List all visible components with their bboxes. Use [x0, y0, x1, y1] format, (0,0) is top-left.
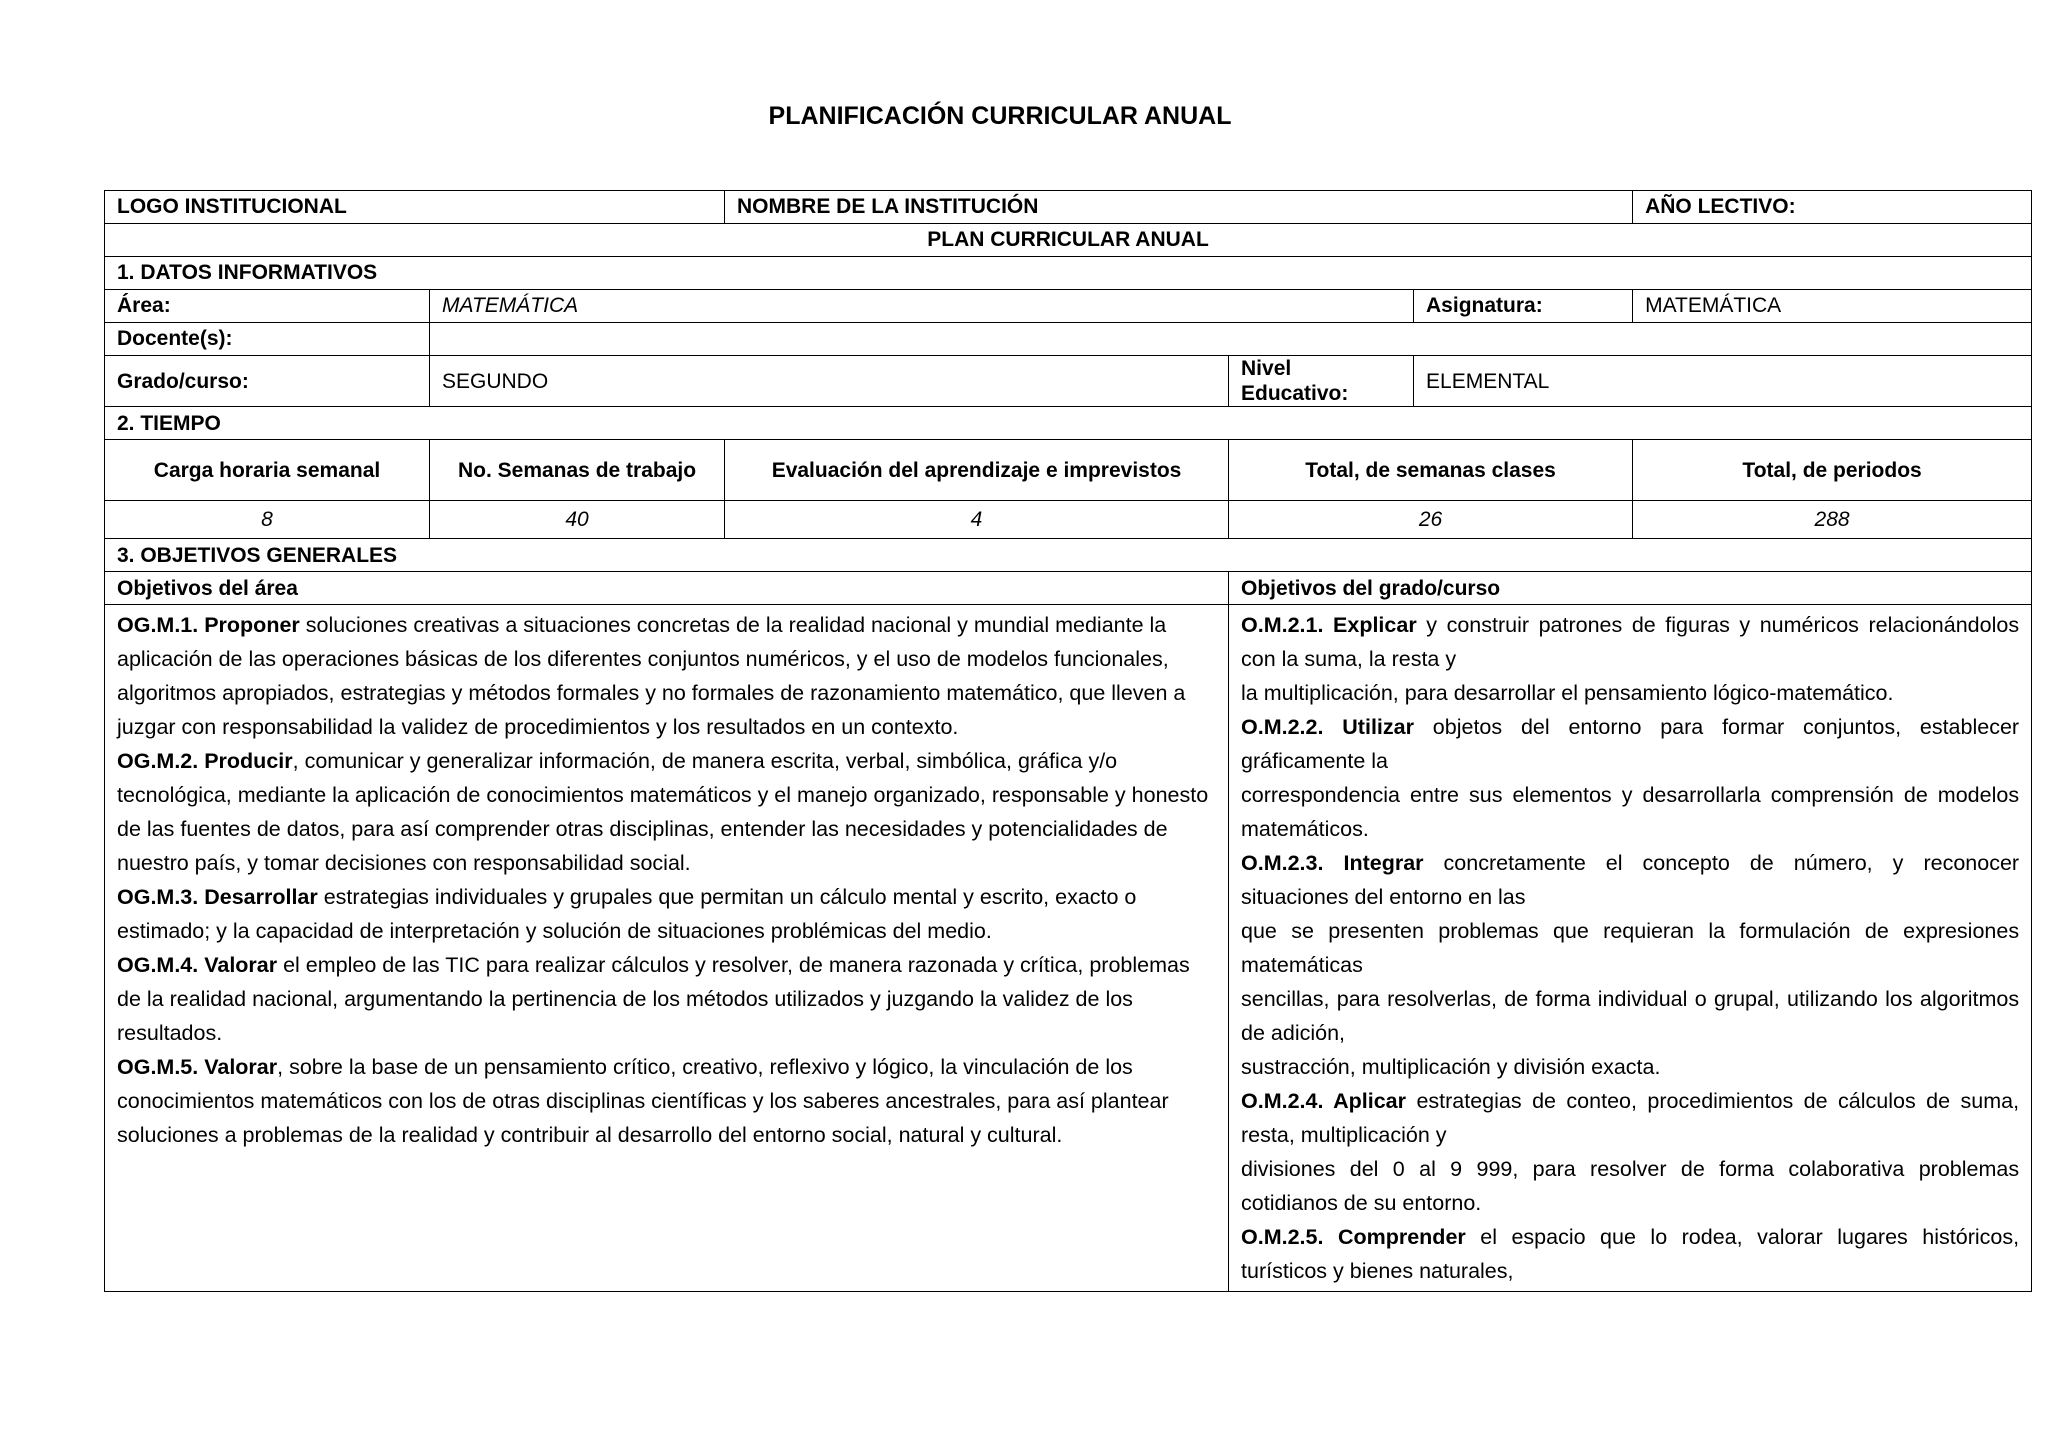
tiempo-header-total-semanas: Total, de semanas clases [1229, 440, 1633, 501]
docente-row [105, 323, 2032, 356]
grado-objective: O.M.2.2. Utilizar objetos del entorno para formar conjuntos, establecer gráficamente la [1241, 715, 2020, 774]
grado-objective-continuation: sencillas, para resolverlas, de forma individual o grupal, utilizando los algoritmos de adición, [1241, 987, 2020, 1046]
institution-name-cell: NOMBRE DE LA INSTITUCIÓN [725, 191, 1633, 224]
objetivos-grado-header: Objetivos del grado/curso [1229, 572, 2032, 605]
tiempo-value-semanas: 40 [430, 501, 725, 539]
grado-objective-continuation: sustracción, multiplicación y división exacta. [1241, 1055, 1661, 1080]
objetivos-section-row [105, 539, 2032, 572]
area-objective: OG.M.4. Valorar el empleo de las TIC para realizar cálculos y resolver, de manera razonada y crítica, problemas de la realidad nacional, argumentando la pertinencia de los métodos utilizados y juzgando la validez de los resultados. [117, 953, 1190, 1046]
school-year-cell: AÑO LECTIVO: [1633, 191, 2032, 224]
tiempo-values-row [105, 501, 2032, 539]
logo-cell: LOGO INSTITUCIONAL [105, 191, 725, 224]
tiempo-header-carga: Carga horaria semanal [105, 440, 430, 501]
objective-code: OG.M.1. Proponer [117, 613, 300, 638]
area-objective: OG.M.5. Valorar, sobre la base de un pensamiento crítico, creativo, reflexivo y lógico, la vinculación de los conocimientos matemáticos con los de otras disciplinas científicas y los saberes ancestrales, para así plantear soluciones a problemas de la realidad y contribuir al desarrollo del entorno social, natural y cultural. [117, 1055, 1169, 1148]
asignatura-label: Asignatura: [1414, 290, 1633, 323]
nivel-label: Nivel Educativo: [1229, 356, 1414, 407]
asignatura-value: MATEMÁTICA [1633, 290, 2032, 323]
grado-objective: O.M.2.4. Aplicar estrategias de conteo, procedimientos de cálculos de suma, resta, multiplicación y [1241, 1089, 2020, 1148]
plan-title: PLAN CURRICULAR ANUAL [105, 224, 2032, 257]
objective-code: OG.M.4. Valorar [117, 953, 278, 978]
grado-objective-continuation: que se presenten problemas que requieran la formulación de expresiones matemáticas [1241, 919, 2020, 978]
datos-section-row [105, 257, 2032, 290]
objective-code: OG.M.2. Producir [117, 749, 293, 774]
nivel-value: ELEMENTAL [1414, 356, 2032, 407]
page-title: PLANIFICACIÓN CURRICULAR ANUAL [768, 102, 1232, 130]
objective-code: O.M.2.4. Aplicar [1241, 1089, 1406, 1114]
objetivos-area-header: Objetivos del área [105, 572, 1229, 605]
grado-objective-continuation: divisiones del 0 al 9 999, para resolver de forma colaborativa problemas cotidianos de su entorno. [1241, 1157, 2020, 1216]
tiempo-header-row [105, 440, 2032, 501]
tiempo-header-total-periodos: Total, de periodos [1633, 440, 2032, 501]
objetivos-header-row [105, 572, 2032, 605]
area-objective: OG.M.2. Producir, comunicar y generalizar información, de manera escrita, verbal, simbólica, gráfica y/o tecnológica, mediante la aplicación de conocimientos matemáticos y el manejo organizado, responsable y honesto de las fuentes de datos, para así comprender otras disciplinas, entender las necesidades y potencialidades de nuestro país, y tomar decisiones con responsabilidad social. [117, 749, 1209, 876]
tiempo-header-semanas: No. Semanas de trabajo [430, 440, 725, 501]
area-objective: OG.M.3. Desarrollar estrategias individuales y grupales que permitan un cálculo mental y escrito, exacto o estimado; y la capacidad de interpretación y solución de situaciones problémicas del medio. [117, 885, 1137, 944]
area-value: MATEMÁTICA [430, 290, 1414, 323]
curricular-plan-table [104, 190, 2032, 1292]
tiempo-section-heading: 2. TIEMPO [105, 407, 2032, 440]
grado-objective-continuation: la multiplicación, para desarrollar el pensamiento lógico-matemático. [1241, 681, 1894, 706]
tiempo-value-carga: 8 [105, 501, 430, 539]
tiempo-value-total-semanas: 26 [1229, 501, 1633, 539]
objective-code: O.M.2.5. Comprender [1241, 1225, 1466, 1250]
area-objective: OG.M.1. Proponer soluciones creativas a situaciones concretas de la realidad nacional y mundial mediante la aplicación de las operaciones básicas de los diferentes conjuntos numéricos, y el uso de modelos funcionales, algoritmos apropiados, estrategias y métodos formales y no formales de razonamiento matemático, que lleven a juzgar con responsabilidad la validez de procedimientos y los resultados en un contexto. [117, 613, 1186, 740]
grado-label: Grado/curso: [105, 356, 430, 407]
grado-row [105, 356, 2032, 407]
objetivos-grado-list [1229, 605, 2032, 1292]
grado-objective: O.M.2.3. Integrar concretamente el concepto de número, y reconocer situaciones del entorno en las [1241, 851, 2020, 910]
plan-title-row [105, 224, 2032, 257]
objective-code: OG.M.5. Valorar [117, 1055, 278, 1080]
tiempo-value-evaluacion: 4 [725, 501, 1229, 539]
tiempo-value-total-periodos: 288 [1633, 501, 2032, 539]
objective-code: O.M.2.3. Integrar [1241, 851, 1424, 876]
header-row [105, 191, 2032, 224]
docente-value [430, 323, 2032, 356]
objetivos-section-heading: 3. OBJETIVOS GENERALES [105, 539, 2032, 572]
objective-code: O.M.2.2. Utilizar [1241, 715, 1414, 740]
grado-objective: O.M.2.5. Comprender el espacio que lo rodea, valorar lugares históricos, turísticos y bienes naturales, [1241, 1225, 2020, 1284]
datos-section-heading: 1. DATOS INFORMATIVOS [105, 257, 2032, 290]
objective-code: O.M.2.1. Explicar [1241, 613, 1417, 638]
docente-label: Docente(s): [105, 323, 430, 356]
grado-objective: O.M.2.1. Explicar y construir patrones de figuras y numéricos relacionándolos con la suma, la resta y [1241, 613, 2020, 672]
grado-value: SEGUNDO [430, 356, 1229, 407]
objetivos-content-row [105, 605, 2032, 1292]
tiempo-section-row [105, 407, 2032, 440]
grado-objective-continuation: correspondencia entre sus elementos y desarrollarla comprensión de modelos matemáticos. [1241, 783, 2020, 842]
area-label: Área: [105, 290, 430, 323]
objetivos-area-list [105, 605, 1229, 1292]
area-row [105, 290, 2032, 323]
tiempo-header-evaluacion: Evaluación del aprendizaje e imprevistos [725, 440, 1229, 501]
objective-code: OG.M.3. Desarrollar [117, 885, 318, 910]
